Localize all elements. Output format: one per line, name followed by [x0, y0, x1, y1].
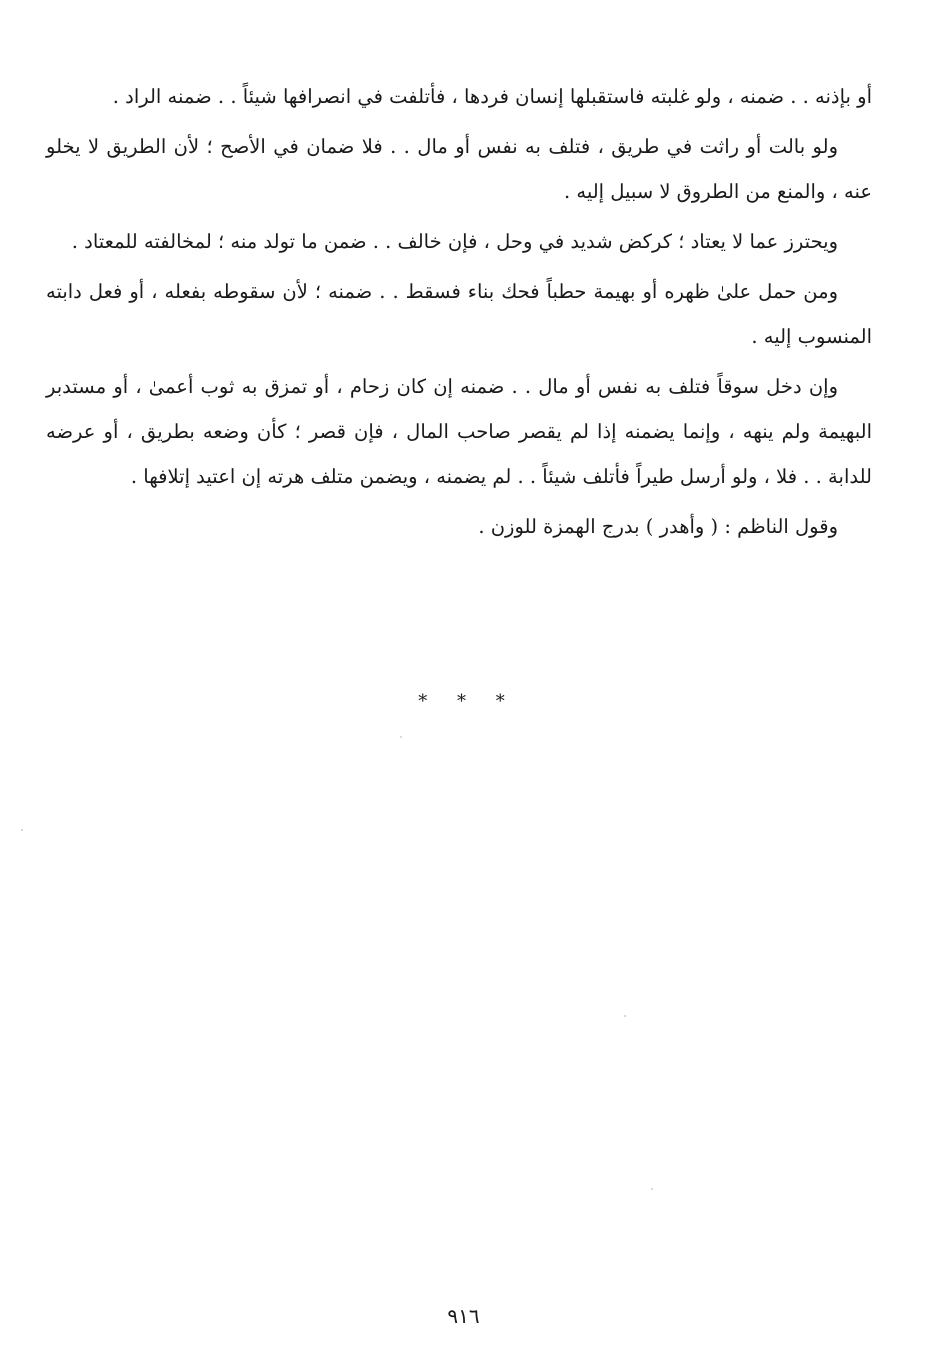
asterisk-icon: * — [418, 691, 432, 712]
scan-speck — [624, 1015, 626, 1017]
body-text — [46, 74, 872, 554]
paragraph-2: ولو بالت أو راثت في طريق ، فتلف به نفس أو مال . . فلا ضمان في الأصح ؛ لأن الطريق لا يخلو عنه ، والمنع من الطروق لا سبيل إليه . — [46, 135, 872, 203]
scan-speck — [21, 829, 23, 831]
asterisk-icon: * — [457, 691, 470, 712]
scan-speck — [400, 736, 402, 738]
paragraph-1: أو بإذنه . . ضمنه ، ولو غلبته فاستقبلها إنسان فردها ، فأتلفت في انصرافها شيئاً . . ضمنه الراد . — [112, 85, 872, 108]
asterisk-icon: * — [495, 691, 509, 712]
paragraph-3: ويحترز عما لا يعتاد ؛ كركض شديد في وحل ، فإن خالف . . ضمن ما تولد منه ؛ لمخالفته للمعتاد . — [71, 230, 838, 253]
scan-speck — [651, 1188, 653, 1190]
page-number: ٩١٦ — [447, 1304, 480, 1328]
paragraph-5: وإن دخل سوقاً فتلف به نفس أو مال . . ضمنه إن كان زحام ، أو تمزق به ثوب أعمىٰ ، أو مستدبر البهيمة ولم ينهه ، وإنما يضمنه إذا لم يقصر صاحب المال ، فإن قصر ؛ كأن وضعه بطريق ، أو عرضه للدابة . . فلا ، ولو أرسل طيراً فأتلف شيئاً . . لم يضمنه ، ويضمن متلف هرته إن اعتيد إتلافها . — [46, 375, 872, 488]
paragraph-6: وقول الناظم : ( وأهدر ) بدرج الهمزة للوزن . — [478, 515, 838, 538]
paragraph-4: ومن حمل علىٰ ظهره أو بهيمة حطباً فحك بناء فسقط . . ضمنه ؛ لأن سقوطه بفعله ، أو فعل دابته المنسوب إليه . — [46, 280, 872, 348]
section-divider-asterisks — [0, 690, 927, 714]
